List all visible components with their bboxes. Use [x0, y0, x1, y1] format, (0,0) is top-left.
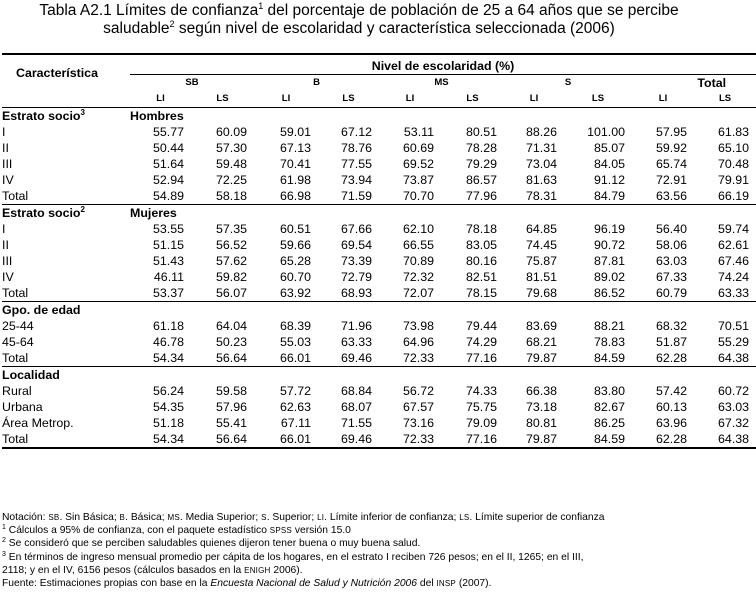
table-cell: 65.28	[279, 254, 311, 268]
table-cell: 59.92	[655, 141, 687, 155]
table-cell: 59.74	[718, 222, 750, 236]
table-row	[2, 124, 756, 140]
table-cell: 60.69	[402, 141, 434, 155]
table-cell: 67.32	[718, 416, 750, 430]
table-cell: 71.31	[525, 141, 557, 155]
table-cell: 74.45	[525, 238, 557, 252]
table-cell: 59.58	[215, 384, 247, 398]
table-cell: 79.44	[465, 319, 497, 333]
table-cell: 74.29	[465, 335, 497, 349]
table-cell: 69.46	[318, 431, 379, 448]
row-label: Urbana	[2, 400, 43, 414]
table-cell: 77.16	[441, 431, 504, 448]
source-note: Fuente: Estimaciones propias con base en la Encuesta Nacional de Salud y Nutrición 2006 del INSP (2007).	[2, 578, 492, 590]
table-cell: 84.79	[593, 189, 625, 203]
table-cell: 72.32	[402, 270, 434, 284]
table-cell: 91.12	[593, 173, 625, 187]
table-cell: 88.21	[593, 319, 625, 333]
table-cell: 80.81	[525, 416, 557, 430]
table-cell: 73.18	[525, 400, 557, 414]
table-cell: 60.72	[718, 384, 750, 398]
table-cell: 62.61	[718, 238, 750, 252]
level-header-ms: MS	[434, 77, 449, 88]
table-cell: 73.87	[402, 173, 434, 187]
table-cell: 86.25	[593, 416, 625, 430]
section-label: Localidad	[2, 367, 130, 384]
table-cell: 79.87	[525, 351, 557, 365]
row-label: Total	[2, 351, 29, 365]
table-row	[2, 431, 756, 448]
table-cell: 50.44	[152, 141, 184, 155]
table-cell: 54.35	[152, 400, 184, 414]
table-row	[2, 172, 756, 188]
table-cell: 51.15	[152, 238, 184, 252]
table-cell: 64.04	[215, 319, 247, 333]
table-cell: 67.12	[340, 125, 372, 139]
level-header-s: S	[564, 77, 572, 88]
table-cell: 78.18	[465, 222, 497, 236]
section-group	[130, 367, 756, 384]
table-cell: 86.52	[593, 286, 625, 300]
section-group: Hombres	[130, 109, 184, 123]
table-cell: 57.95	[655, 125, 687, 139]
table-cell: 77.16	[465, 351, 497, 365]
table-row	[2, 318, 756, 334]
table-cell: 63.92	[279, 286, 311, 300]
row-label: 45-64	[2, 335, 34, 349]
table-row	[2, 269, 756, 285]
table-cell: 77.96	[465, 189, 497, 203]
table-cell: 63.03	[718, 400, 750, 414]
table-cell: 55.77	[152, 125, 184, 139]
table-cell: 88.26	[525, 125, 557, 139]
table-cell: 78.76	[340, 141, 372, 155]
level-header-total: Total	[697, 76, 727, 90]
table-cell: 46.78	[152, 335, 184, 349]
level-header-sb: SB	[185, 77, 199, 88]
table-cell: 80.51	[465, 125, 497, 139]
table-cell: 62.28	[655, 351, 687, 365]
table-row	[2, 415, 756, 431]
li-header: LI	[254, 91, 318, 108]
table-row	[2, 156, 756, 172]
table-cell: 81.51	[525, 270, 557, 284]
ls-header: LS	[191, 91, 254, 108]
table-cell: 72.07	[402, 286, 434, 300]
row-label: 25-44	[2, 319, 34, 333]
table-cell: 56.72	[402, 384, 434, 398]
table-cell: 56.52	[215, 238, 247, 252]
table-cell: 55.29	[718, 335, 750, 349]
table-cell: 86.57	[465, 173, 497, 187]
table-row	[2, 253, 756, 269]
table-row	[2, 221, 756, 237]
footnote-3: $^3$ En términos de ingreso mensual promedio per cápita de los hogares, en el estrato I reciben 726 pesos; en el II, 1265; en el III,	[2, 550, 584, 563]
characteristic-header: Característica	[2, 54, 130, 91]
table-cell: 77.55	[340, 157, 372, 171]
table-cell: 101.00	[587, 125, 625, 139]
table-cell: 71.96	[340, 319, 372, 333]
table-cell: 73.98	[402, 319, 434, 333]
table-cell: 52.94	[152, 173, 184, 187]
table-cell: 57.96	[215, 400, 247, 414]
table-cell: 55.41	[215, 416, 247, 430]
table-cell: 51.18	[152, 416, 184, 430]
level-header-b: B	[313, 77, 320, 88]
ls-header: LS	[564, 91, 632, 108]
table-cell: 60.09	[215, 125, 247, 139]
table-cell: 62.28	[632, 431, 694, 448]
table-cell: 67.46	[718, 254, 750, 268]
table-cell: 83.80	[593, 384, 625, 398]
table-cell: 51.64	[152, 157, 184, 171]
notes	[2, 511, 716, 590]
table-cell: 71.55	[340, 416, 372, 430]
table-cell: 67.57	[402, 400, 434, 414]
table-cell: 87.81	[593, 254, 625, 268]
row-label: Área Metrop.	[2, 416, 74, 430]
table-cell: 67.11	[280, 416, 311, 430]
table-row	[2, 383, 756, 399]
table-cell: 63.03	[655, 254, 687, 268]
table-cell: 90.72	[593, 238, 625, 252]
table-row	[2, 334, 756, 350]
table-cell: 50.23	[215, 335, 247, 349]
table-cell: 70.48	[718, 157, 750, 171]
row-label: I	[2, 125, 6, 139]
table-cell: 63.33	[718, 286, 750, 300]
table-cell: 57.35	[215, 222, 247, 236]
row-label: II	[2, 141, 9, 155]
table-cell: 60.79	[655, 286, 687, 300]
footnote-3-cont: 2118; y en el IV, 6156 pesos (cálculos basados en la ENIGH 2006).	[2, 564, 303, 576]
table-cell: 83.05	[465, 238, 497, 252]
table-cell: 71.59	[340, 189, 372, 203]
table-cell: 51.43	[152, 254, 184, 268]
confidence-table	[2, 53, 756, 449]
table-cell: 54.89	[152, 189, 184, 203]
table-cell: 64.96	[402, 335, 434, 349]
table-cell: 55.03	[279, 335, 311, 349]
table-cell: 62.10	[402, 222, 434, 236]
notation-note: Notación: SB. Sin Básica; B. Básica; MS. Media Superior; S. Superior; LI. Límite inferior de confianza; LS. Límite superior de confianza	[2, 512, 605, 523]
row-label: I	[2, 222, 6, 236]
row-label: Rural	[2, 384, 32, 398]
table-cell: 82.51	[465, 270, 497, 284]
table-cell: 74.33	[465, 384, 497, 398]
footnote-1: $^1$ Cálculos a 95% de confianza, con el paquete estadístico SPSS versión 15.0	[2, 524, 351, 537]
table-cell: 66.01	[279, 351, 311, 365]
table-cell: 60.70	[279, 270, 311, 284]
table-cell: 79.87	[504, 431, 564, 448]
table-cell: 66.19	[718, 189, 750, 203]
table-cell: 53.55	[152, 222, 184, 236]
table-cell: 74.24	[718, 270, 750, 284]
table-cell: 81.63	[525, 173, 557, 187]
row-label: III	[2, 254, 13, 268]
table-cell: 68.39	[279, 319, 311, 333]
table-cell: 67.66	[340, 222, 372, 236]
table-cell: 46.11	[153, 270, 184, 284]
row-label: IV	[2, 173, 14, 187]
row-label: III	[2, 157, 13, 171]
table-cell: 59.66	[279, 238, 311, 252]
table-cell: 75.87	[525, 254, 557, 268]
row-label: Total	[2, 431, 130, 448]
li-header: LI	[504, 91, 564, 108]
table-cell: 64.85	[525, 222, 557, 236]
table-cell: 59.48	[215, 157, 247, 171]
section-label: Estrato socio$^3$	[2, 108, 85, 123]
table-cell: 63.56	[655, 189, 687, 203]
table-row	[2, 350, 756, 367]
table-cell: 69.46	[340, 351, 372, 365]
table-cell: 62.63	[279, 400, 311, 414]
table-cell: 72.33	[379, 431, 441, 448]
table-cell: 70.89	[402, 254, 434, 268]
table-cell: 61.98	[279, 173, 311, 187]
table-cell: 67.13	[279, 141, 311, 155]
footnote-2: $^2$ Se consideró que se perciben saludables quienes dijeron tener buena o muy buena salud.	[2, 537, 421, 550]
table-cell: 68.84	[340, 384, 372, 398]
table-cell: 60.51	[279, 222, 311, 236]
table-cell: 65.74	[655, 157, 687, 171]
table-cell: 68.21	[525, 335, 557, 349]
table-cell: 58.06	[655, 238, 687, 252]
table-cell: 53.37	[152, 286, 184, 300]
table-cell: 79.91	[718, 173, 750, 187]
table-cell: 65.10	[718, 141, 750, 155]
section-group	[130, 302, 756, 319]
table-cell: 78.31	[525, 189, 557, 203]
row-label: Total	[2, 189, 29, 203]
table-cell: 79.29	[465, 157, 497, 171]
table-cell: 78.28	[465, 141, 497, 155]
table-cell: 84.59	[564, 431, 632, 448]
table-cell: 72.25	[215, 173, 247, 187]
table-cell: 57.30	[215, 141, 247, 155]
table-cell: 59.82	[215, 270, 247, 284]
table-cell: 64.38	[718, 351, 750, 365]
table-cell: 58.18	[215, 189, 247, 203]
table-cell: 96.19	[593, 222, 625, 236]
table-cell: 78.15	[465, 286, 497, 300]
ls-header: LS	[318, 91, 379, 108]
table-cell: 69.52	[402, 157, 434, 171]
row-label: IV	[2, 270, 14, 284]
table-cell: 73.16	[402, 416, 434, 430]
table-cell: 70.70	[402, 189, 434, 203]
table-cell: 57.42	[655, 384, 687, 398]
table-cell: 54.34	[130, 431, 191, 448]
row-label: II	[2, 238, 9, 252]
table-cell: 75.75	[465, 400, 497, 414]
table-cell: 84.05	[593, 157, 625, 171]
table-cell: 63.96	[655, 416, 687, 430]
table-cell: 70.41	[279, 157, 311, 171]
table-cell: 79.68	[525, 286, 557, 300]
table-cell: 56.64	[215, 351, 247, 365]
table-cell: 54.34	[152, 351, 184, 365]
ls-header: LS	[441, 91, 504, 108]
ls-header: LS	[694, 91, 756, 108]
table-cell: 63.33	[340, 335, 372, 349]
table-cell: 69.54	[340, 238, 372, 252]
table-cell: 85.07	[593, 141, 625, 155]
table-cell: 64.38	[694, 431, 756, 448]
table-cell: 72.79	[340, 270, 372, 284]
table-cell: 57.72	[279, 384, 311, 398]
table-cell: 56.64	[191, 431, 254, 448]
table-cell: 66.38	[525, 384, 557, 398]
table-cell: 79.09	[465, 416, 497, 430]
table-cell: 72.33	[402, 351, 434, 365]
li-header: LI	[130, 91, 191, 108]
table-cell: 73.04	[525, 157, 557, 171]
table-cell: 78.83	[593, 335, 625, 349]
table-cell: 56.07	[215, 286, 247, 300]
table-row	[2, 188, 756, 205]
table-cell: 60.13	[655, 400, 687, 414]
table-cell: 73.39	[340, 254, 372, 268]
table-cell: 66.55	[402, 238, 434, 252]
table-cell: 68.07	[340, 400, 372, 414]
table-cell: 83.69	[525, 319, 557, 333]
li-header: LI	[379, 91, 441, 108]
table-cell: 89.02	[593, 270, 625, 284]
table-cell: 70.51	[718, 319, 750, 333]
table-row	[2, 140, 756, 156]
table-cell: 59.01	[279, 125, 311, 139]
table-row	[2, 399, 756, 415]
table-cell: 82.67	[593, 400, 625, 414]
table-cell: 66.98	[279, 189, 311, 203]
table-cell: 67.33	[655, 270, 687, 284]
row-label: Total	[2, 286, 29, 300]
section-label: Estrato socio$^2$	[2, 205, 130, 222]
table-cell: 57.62	[215, 254, 247, 268]
table-cell: 61.83	[718, 125, 750, 139]
table-cell: 53.11	[403, 125, 434, 139]
education-level-header: Nivel de escolaridad (%)	[130, 54, 756, 75]
table-cell: 51.87	[655, 335, 687, 349]
table-cell: 68.32	[655, 319, 687, 333]
table-row	[2, 285, 756, 302]
table-cell: 66.01	[254, 431, 318, 448]
table-cell: 80.16	[465, 254, 497, 268]
table-cell: 68.93	[340, 286, 372, 300]
table-cell: 84.59	[593, 351, 625, 365]
table-row	[2, 237, 756, 253]
section-group: Mujeres	[130, 205, 756, 222]
table-cell: 72.91	[655, 173, 687, 187]
table-title: Tabla A2.1 Límites de confianza$^1$ del porcentaje de población de 25 a 64 años que se percibe saludable$^2$ según nivel de escolaridad y característica seleccionada (2006)	[39, 1, 679, 37]
section-label: Gpo. de edad	[2, 302, 130, 319]
table-cell: 56.24	[152, 384, 184, 398]
table-cell: 61.18	[152, 319, 184, 333]
lils-spacer	[2, 91, 130, 108]
li-header: LI	[632, 91, 694, 108]
table-cell: 73.94	[340, 173, 372, 187]
table-cell: 56.40	[655, 222, 687, 236]
